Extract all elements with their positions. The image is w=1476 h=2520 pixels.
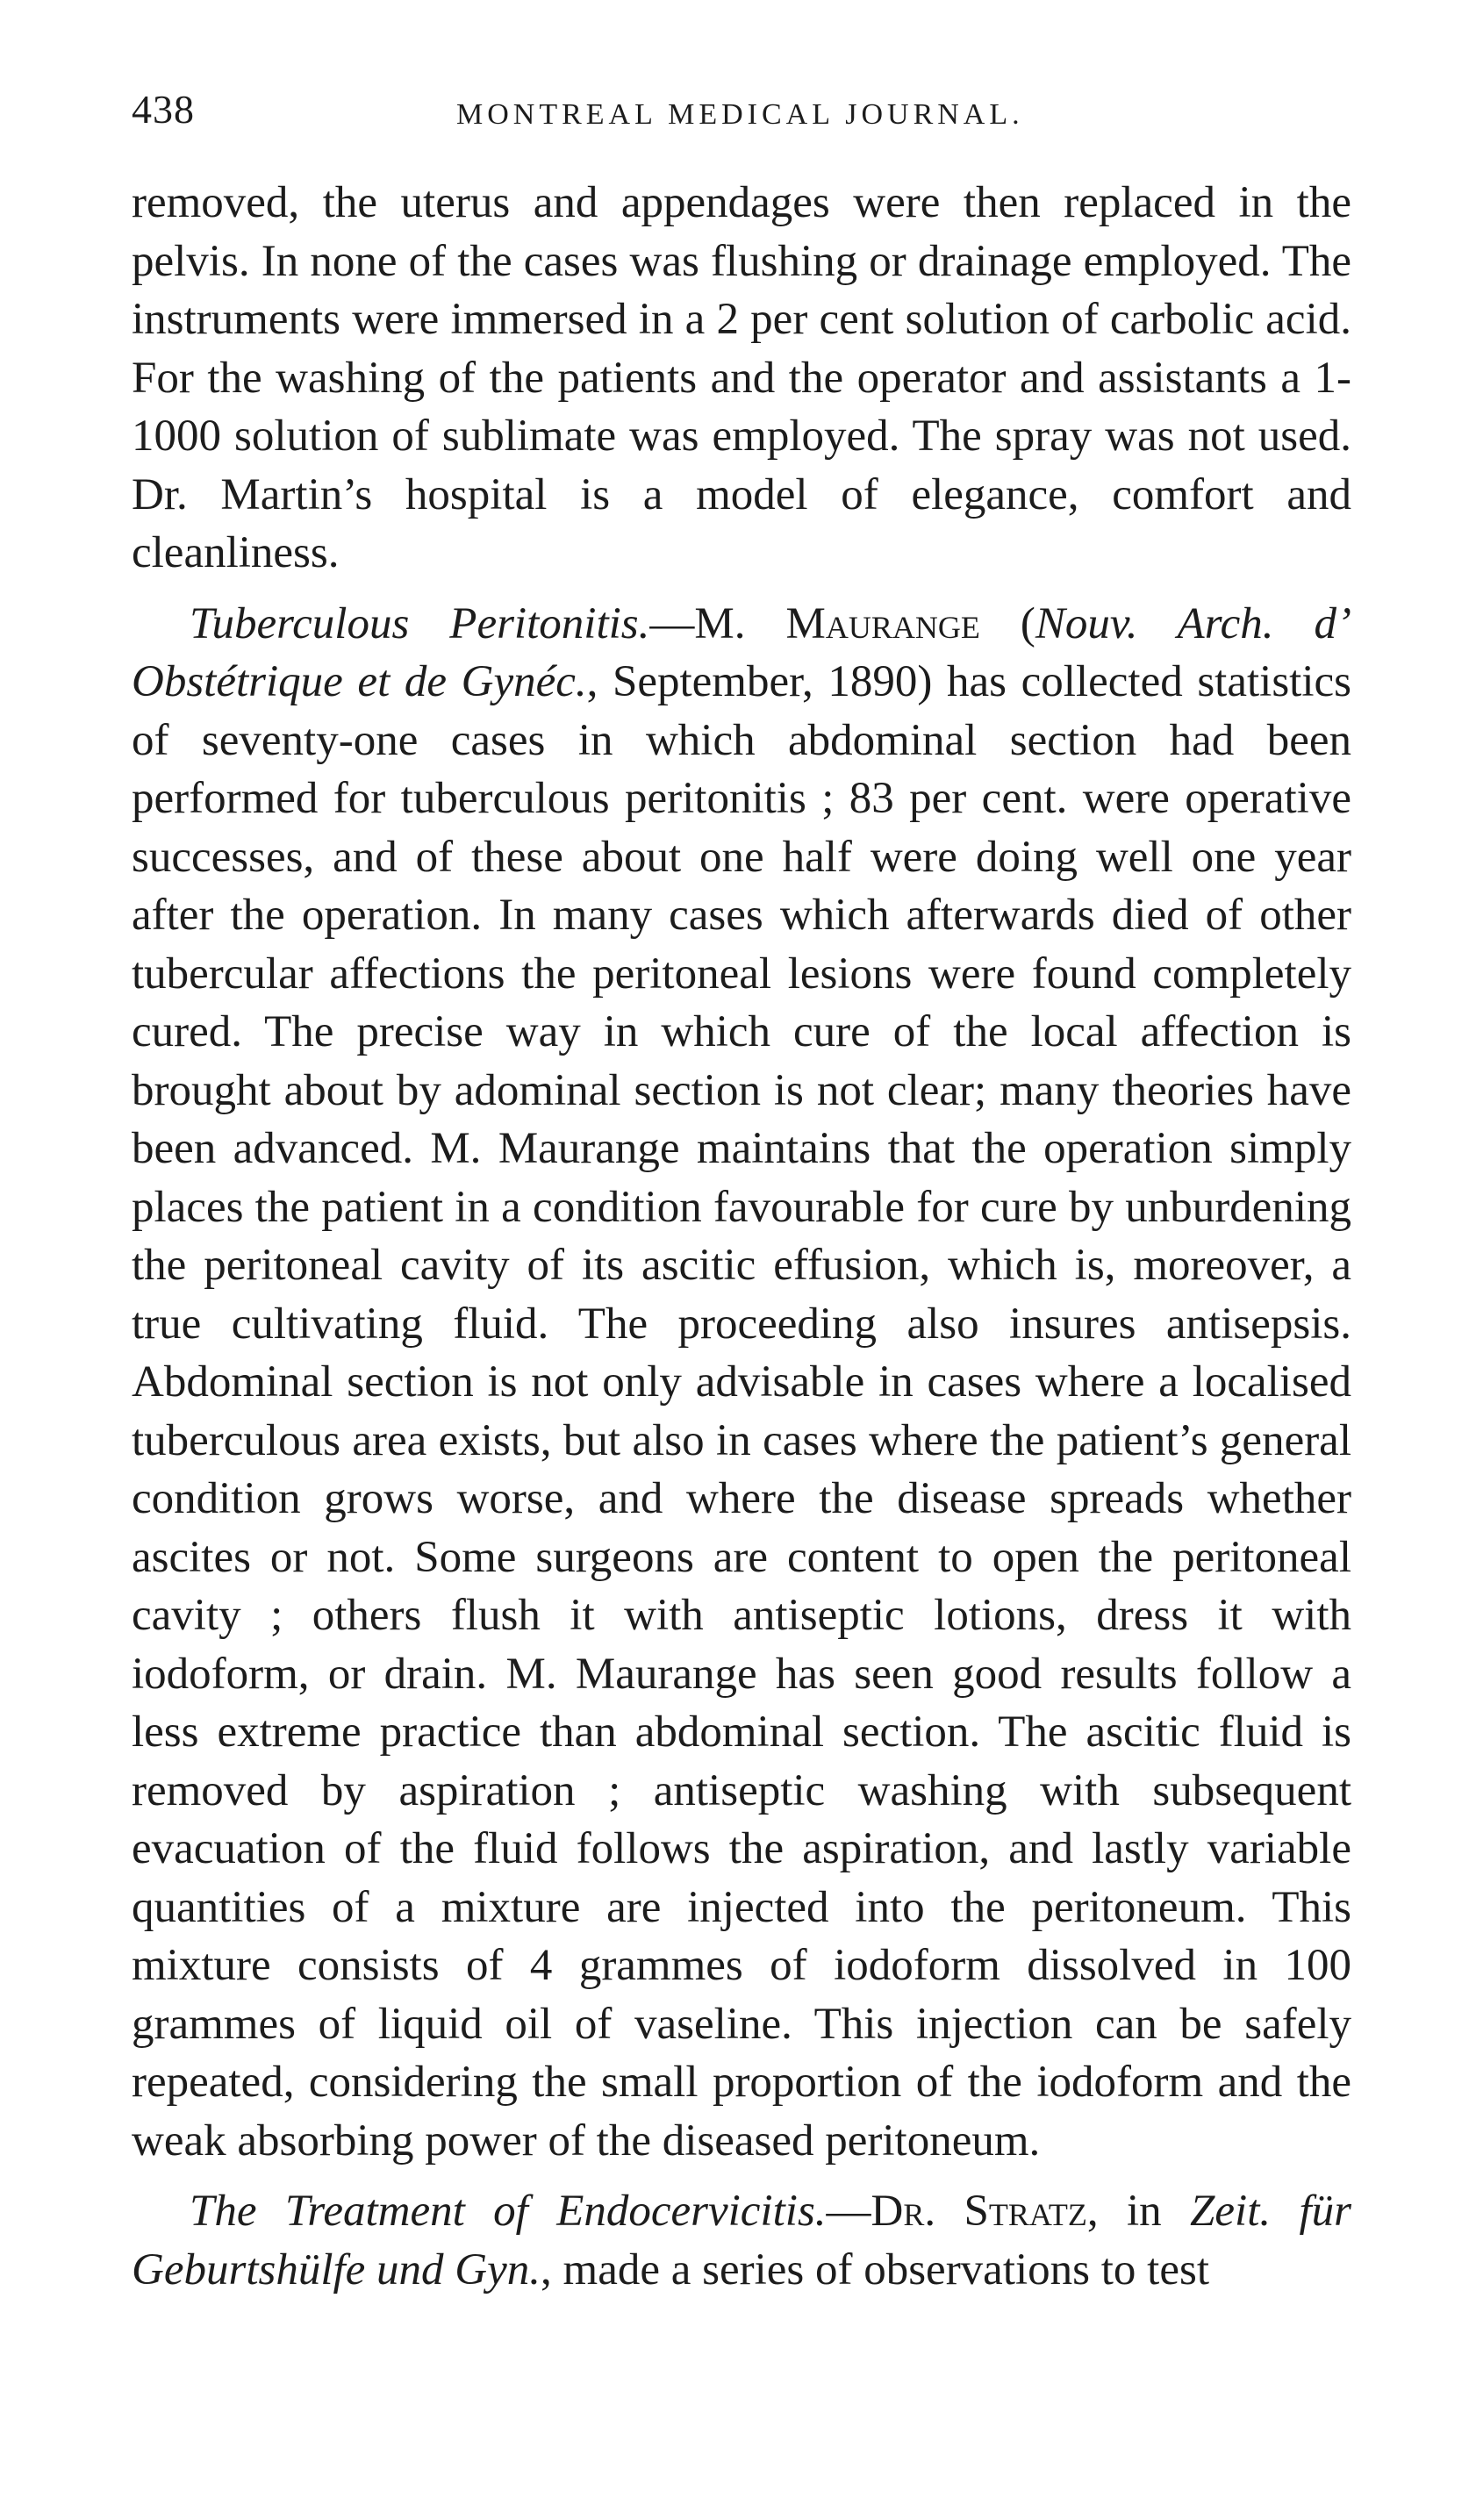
section-title-tuberculous-peritonitis: Tuberculous Peritonitis. — [190, 598, 650, 648]
source-nouv-arch: Nouv. Arch. d’ Obstétrique et de Gynéc. — [132, 598, 1352, 706]
section-title-endocervicitis: The Treatment of Endocervicitis. — [190, 2187, 827, 2236]
running-head: MONTREAL MEDICAL JOURNAL. — [456, 98, 1024, 131]
paragraph-tuberculous-text: , September, 1890) has collected statistics of seventy-one cases in which abdominal section had been performed for tuberculous peritonitis ; 83 per cent. were operative successes, and of these about one half were doing well one year after the operation. In many cases which afterwards died of other tubercular affections the peritoneal lesions were found completely cured. The precise way in which cure of the local affection is brought about by adominal section is not clear; many theories have been advanced. M. Maurange maintains that the operation simply places the patient in a condition favourable for cure by unburdening the peritoneal cavity of its ascitic effusion, which is, moreover, a true cultivating fluid. The proceeding also insures antisepsis. Abdominal section is not only advisable in cases where a localised tuberculous area exists, but also in cases where the patient’s general condition grows worse, and where the disease spreads whether ascites or not. Some surgeons are content to open the peritoneal cavity ; others flush it with antiseptic lotions, dress it with iodoform, or drain. M. Maurange has seen good results follow a less extreme practice than abdominal section. The ascitic fluid is removed by aspiration ; antiseptic washing with subsequent evacuation of the fluid follows the aspiration, and lastly variable quantities of a mixture are injected into the peritoneum. This mixture consists of 4 grammes of iodoform dissolved in 100 grammes of liquid oil of vaseline. This injection can be safely repeated, considering the small proportion of the iodoform and the weak absorbing power of the diseased peritoneum. — [132, 657, 1351, 2166]
paragraph-continuation: removed, the uterus and appendages were then replaced in the pelvis. In none of the cases was flushing or drainage employed. The instruments were immersed in a 2 per cent solution of carbolic acid. For the washing of the patients and the operator and assistants a 1-1000 solution of sublimate was employed. The spray was not used. Dr. Martin’s hospital is a model of elegance, comfort and cleanliness. — [132, 178, 1351, 577]
author-stratz: —Dr. Stratz — [826, 2187, 1087, 2236]
paragraph-endocervicitis — [132, 2182, 1351, 2299]
paragraph-endocervicitis-text: , made a series of observations to test — [541, 2244, 1209, 2294]
paragraph-tuberculous-peritonitis — [132, 595, 1351, 2171]
author-maurange: —M. Maurange — [649, 598, 980, 648]
page-header — [132, 89, 1351, 142]
body-text — [132, 174, 1351, 2299]
page-number: 438 — [132, 87, 195, 132]
connector-in: , in — [1086, 2187, 1191, 2236]
source-zeit-fur-geburtshulfe: Zeit. für Geburtshülfe und Gyn. — [132, 2187, 1352, 2294]
open-paren: ( — [979, 598, 1035, 648]
